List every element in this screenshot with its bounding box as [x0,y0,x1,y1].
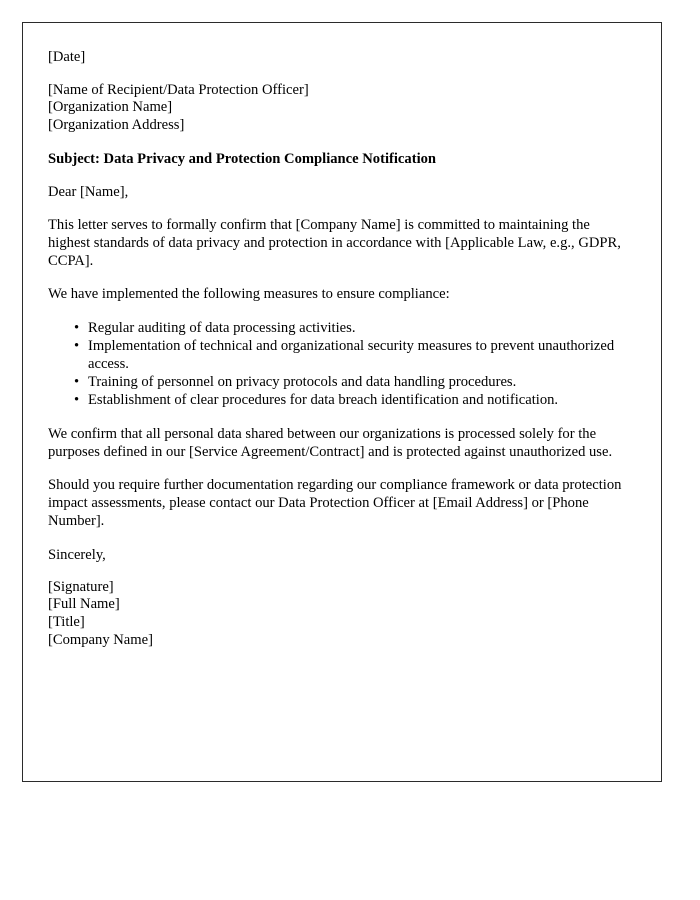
measures-lead-in-paragraph: We have implemented the following measures to ensure compliance: [48,286,450,303]
recipient-address-line: [Organization Address] [48,116,185,133]
subject-line: Subject: Data Privacy and Protection Compliance Notification [48,150,437,167]
letter-page-border [22,22,662,782]
list-item-label: Training of personnel on privacy protocols and data handling procedures. [88,374,517,391]
letter-content [23,23,661,649]
bullet-icon: • [74,337,80,354]
list-item [48,391,618,409]
contact-paragraph: Should you require further documentation regarding our compliance framework or data protection impact assessments, please contact our Data Protection Officer at [Email Address] or [Phone Number]. [48,477,622,530]
closing-salutation: Sincerely, [48,546,106,563]
recipient-name-line: [Name of Recipient/Data Protection Officer] [48,81,309,98]
signature-block [48,579,623,649]
signature-placeholder: [Signature] [48,578,114,595]
list-item [48,337,618,373]
list-item [48,373,618,391]
list-item [48,319,618,337]
bullet-icon: • [74,374,80,391]
bullet-icon: • [74,319,80,336]
recipient-organization-line: [Organization Name] [48,99,173,116]
confirmation-paragraph: We confirm that all personal data shared between our organizations is processed solely for the purposes defined in our [Service Agreement/Contract] and is protected against unauthorized use. [48,425,613,460]
salutation: Dear [Name], [48,183,129,200]
signer-full-name: [Full Name] [48,596,120,613]
bullet-icon: • [74,392,80,409]
signer-title: [Title] [48,614,85,631]
recipient-address-block [48,82,623,135]
signer-company-name: [Company Name] [48,631,153,648]
list-item-label: Establishment of clear procedures for data breach identification and notification. [88,392,559,409]
date-placeholder: [Date] [48,49,86,65]
compliance-measures-list [48,319,618,410]
list-item-label: Regular auditing of data processing activities. [88,319,356,336]
intro-paragraph: This letter serves to formally confirm that [Company Name] is committed to maintaining the highest standards of data privacy and protection in accordance with [Applicable Law, e.g., GDPR, CCPA]. [48,216,621,270]
date-block [48,49,623,67]
list-item-label: Implementation of technical and organizational security measures to prevent unauthorized access. [88,337,615,372]
